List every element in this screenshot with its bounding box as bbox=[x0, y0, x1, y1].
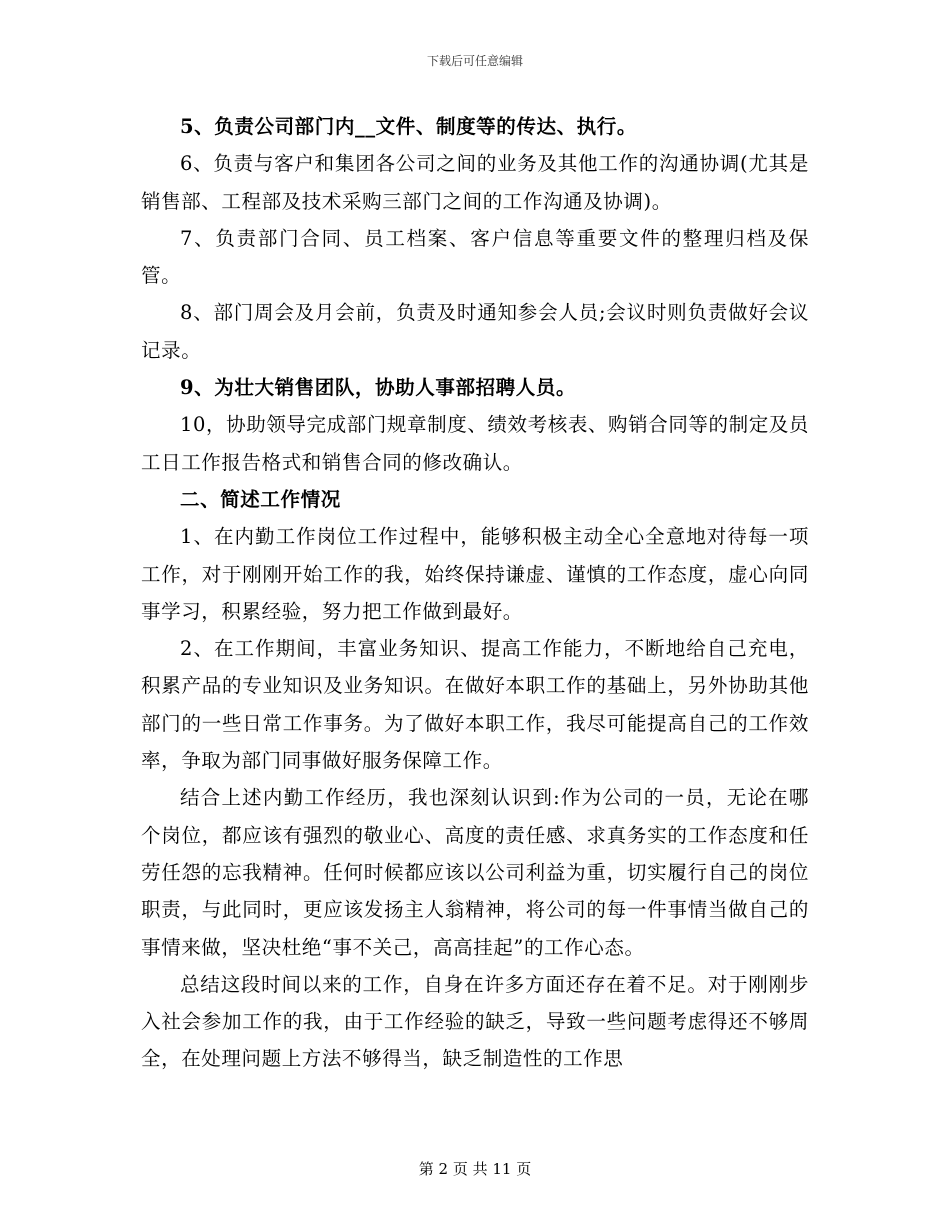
paragraph-work-2: 2、在工作期间，丰富业务知识、提高工作能力，不断地给自己充电，积累产品的专业知识及业务知识。在做好本职工作的基础上，另外协助其他部门的一些日常工作事务。为了做好本职工作，我尽可能提高自己的工作效率，争取为部门同事做好服务保障工作。 bbox=[141, 637, 809, 773]
paragraph-item-8: 8、部门周会及月会前，负责及时通知参会人员;会议时则负责做好会议记录。 bbox=[141, 301, 809, 362]
section-heading: 二、简述工作情况 bbox=[180, 487, 341, 511]
paragraph-item-7: 7、负责部门合同、员工档案、客户信息等重要文件的整理归档及保管。 bbox=[141, 226, 809, 288]
paragraph-item-10: 10，协助领导完成部门规章制度、绩效考核表、购销合同等的制定及员工日工作报告格式和销售合同的修改确认。 bbox=[141, 413, 810, 474]
paragraph-summary: 总结这段时间以来的工作，自身在许多方面还存在着不足。对于刚刚步入社会参加工作的我，由于工作经验的缺乏，导致一些问题考虑得还不够周全，在处理问题上方法不够得当，缺乏制造性的工作思 bbox=[141, 972, 809, 1071]
paragraph-item-9: 9、为壮大销售团队，协助人事部招聘人员。 bbox=[180, 376, 577, 400]
paragraph-reflection: 结合上述内勤工作经历，我也深刻认识到:作为公司的一员，无论在哪个岗位，都应该有强烈的敬业心、高度的责任感、求真务实的工作态度和任劳任怨的忘我精神。任何时候都应该以公司利益为重，切实履行自己的岗位职责，与此同时，更应该发扬主人翁精神，将公司的每一件事情当做自己的事情来做，坚决杜绝“事不关己，高高挂起”的工作心态。 bbox=[141, 786, 809, 959]
paragraph-work-1: 1、在内勤工作岗位工作过程中，能够积极主动全心全意地对待每一项工作，对于刚刚开始工作的我，始终保持谦虚、谨慎的工作态度，虚心向同事学习，积累经验，努力把工作做到最好。 bbox=[141, 525, 809, 623]
page-number: 第 2 页 共 11 页 bbox=[418, 1160, 532, 1178]
paragraph-item-5: 5、负责公司部门内__文件、制度等的传达、执行。 bbox=[180, 115, 637, 138]
paragraph-item-6: 6、负责与客户和集团各公司之间的业务及其他工作的沟通协调(尤其是销售部、工程部及技术采购三部门之间的工作沟通及协调)。 bbox=[141, 152, 809, 213]
document-body bbox=[141, 108, 809, 1078]
page-header: 下载后可任意编辑 bbox=[426, 54, 523, 68]
